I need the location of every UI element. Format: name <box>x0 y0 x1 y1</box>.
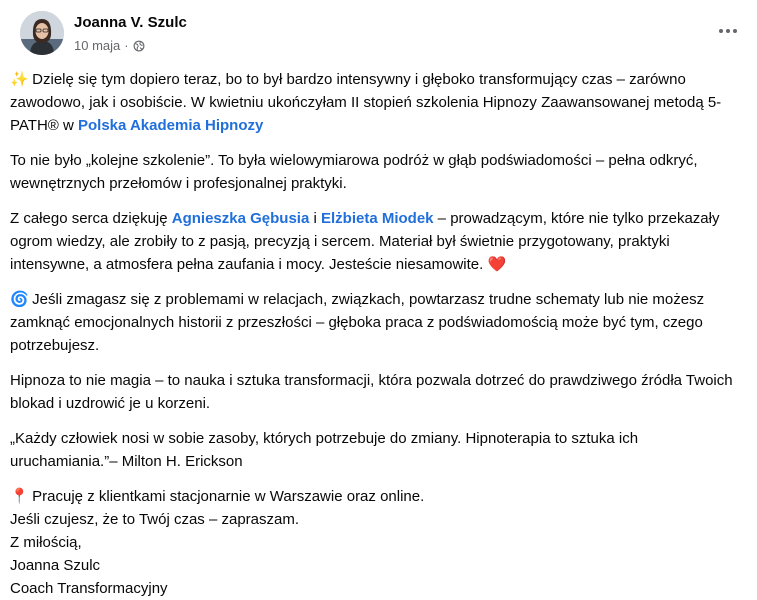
paragraph-7-line-4: Joanna Szulc <box>10 557 101 574</box>
paragraph-7 <box>10 485 747 600</box>
meta-separator: · <box>124 38 129 53</box>
author-name[interactable]: Joanna V. Szulc <box>74 14 187 31</box>
post-body <box>10 68 757 600</box>
paragraph-7-line-1 <box>10 485 747 508</box>
more-options-icon[interactable] <box>713 20 743 42</box>
globe-icon[interactable] <box>133 40 145 52</box>
paragraph-5: Hipnoza to nie magia – to nauka i sztuka transformacji, która pozwala dotrzeć do prawdziwego źródła Twoich blokad i uzdrowić je u korzeni. <box>10 372 733 412</box>
paragraph-6: „Każdy człowiek nosi w sobie zasoby, których potrzebuje do zmiany. Hipnoterapia to sztuka ich uruchamiania.”– Milton H. Erickson <box>10 430 639 470</box>
cyclone-icon: 🌀 <box>10 291 29 308</box>
avatar-image <box>20 11 64 55</box>
link-elzbieta-miodek[interactable]: Elżbieta Miodek <box>320 210 434 227</box>
author-avatar[interactable] <box>20 11 64 55</box>
paragraph-4-text: Jeśli zmagasz się z problemami w relacjach, związkach, powtarzasz trudne schematy lub nie możesz zamknąć emocjonalnych historii z przeszłości – głęboka praca z podświadomością może być tym, czego potrzebujesz. <box>10 291 705 354</box>
paragraph-1 <box>10 68 747 137</box>
link-polska-akademia-hipnozy[interactable]: Polska Akademia Hipnozy <box>78 117 264 134</box>
sparkles-icon: ✨ <box>10 71 29 88</box>
paragraph-1-text: Dzielę się tym dopiero teraz, bo to był bardzo intensywny i głęboko transformujący czas – zarówno zawodowo, jak i osobiście. W kwietniu ukończyłam II stopień szkolenia Hipnozy Zaawansowanej metodą 5-PATH® w <box>10 71 722 134</box>
paragraph-7-line-2: Jeśli czujesz, że to Twój czas – zapraszam. <box>10 511 299 528</box>
paragraph-2: To nie było „kolejne szkolenie”. To była wielowymiarowa podróż w głąb podświadomości – pełna odkryć, wewnętrznych przełomów i profesjonalnej praktyki. <box>10 152 698 192</box>
link-agnieszka-gebusia[interactable]: Agnieszka Gębusia <box>171 210 310 227</box>
post-date[interactable]: 10 maja <box>74 38 121 53</box>
paragraph-7-line-1-text: Pracuję z klientkami stacjonarnie w Warszawie oraz online. <box>28 488 425 505</box>
paragraph-3-text-end: – prowadzącym, które nie tylko przekazały ogrom wiedzy, ale zrobiły to z pasją, precyzją i sercem. Materiał był świetnie przygotowany, praktyki intensywne, a atmosfera pełna zaufania i mocy. Jesteście niesamowite. <box>10 210 720 273</box>
pin-icon: 📍 <box>10 488 29 505</box>
post-header <box>10 0 757 62</box>
paragraph-7-line-5: Coach Transformacyjny <box>10 580 168 597</box>
paragraph-7-line-3: Z miłością, <box>10 534 82 551</box>
heart-icon: ❤️ <box>487 256 507 273</box>
paragraph-3-conjunction: i <box>309 210 321 227</box>
paragraph-3-text-start: Z całego serca dziękuję <box>10 210 172 227</box>
paragraph-4 <box>10 288 747 357</box>
post-meta <box>74 38 145 53</box>
paragraph-3 <box>10 207 747 276</box>
